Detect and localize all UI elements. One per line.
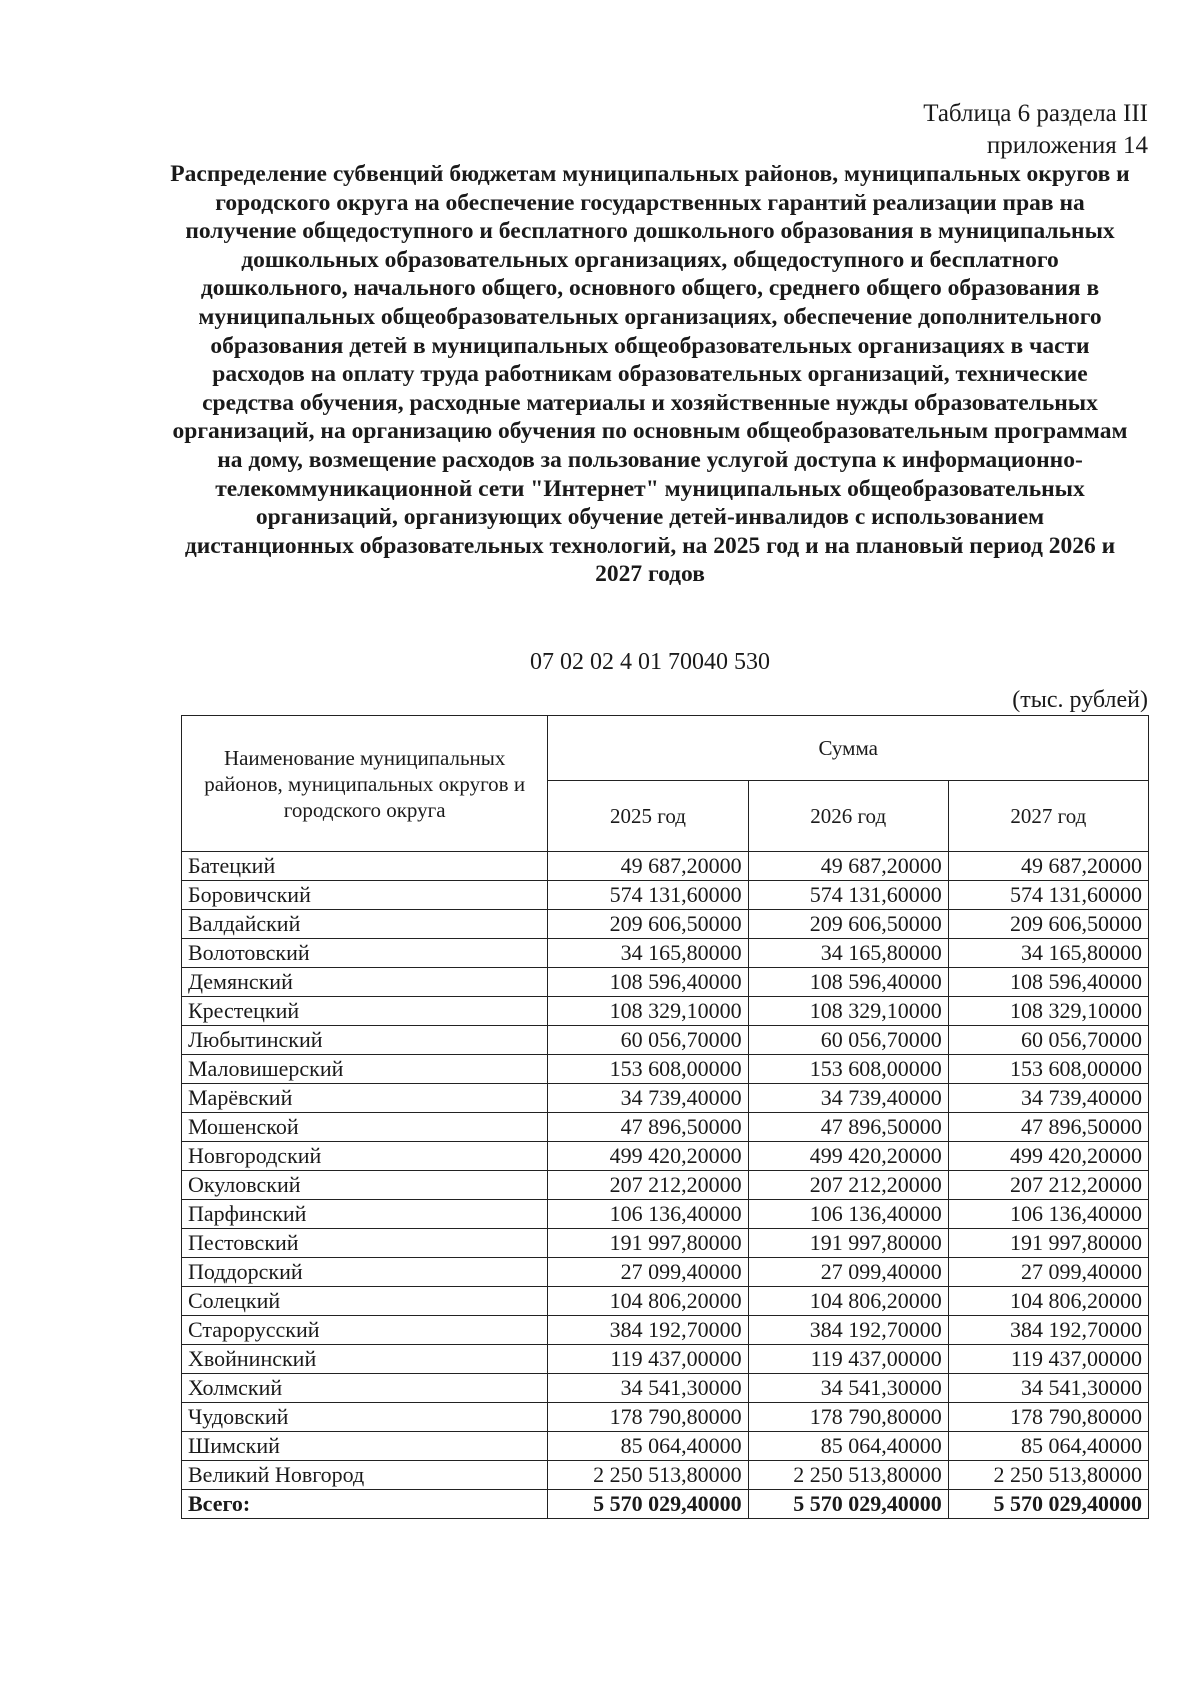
value-2025: 108 596,40000 xyxy=(548,968,748,997)
municipality-name: Мошенской xyxy=(182,1113,548,1142)
table-row xyxy=(182,997,1149,1026)
value-2027: 2 250 513,80000 xyxy=(948,1461,1148,1490)
value-2027: 209 606,50000 xyxy=(948,910,1148,939)
value-2025: 34 541,30000 xyxy=(548,1374,748,1403)
value-2027: 108 596,40000 xyxy=(948,968,1148,997)
municipality-name: Великий Новгород xyxy=(182,1461,548,1490)
budget-classification-code: 07 02 02 4 01 70040 530 xyxy=(530,649,770,675)
value-2026: 153 608,00000 xyxy=(748,1055,948,1084)
municipality-name: Холмский xyxy=(182,1374,548,1403)
value-2025: 60 056,70000 xyxy=(548,1026,748,1055)
value-2025: 191 997,80000 xyxy=(548,1229,748,1258)
table-row xyxy=(182,1374,1149,1403)
value-2026: 574 131,60000 xyxy=(748,881,948,910)
total-2027: 5 570 029,40000 xyxy=(948,1490,1148,1519)
value-2025: 27 099,40000 xyxy=(548,1258,748,1287)
value-2027: 106 136,40000 xyxy=(948,1200,1148,1229)
value-2026: 499 420,20000 xyxy=(748,1142,948,1171)
value-2025: 49 687,20000 xyxy=(548,852,748,881)
municipality-name: Хвойнинский xyxy=(182,1345,548,1374)
municipality-name: Пестовский xyxy=(182,1229,548,1258)
reference-appendix: приложения 14 xyxy=(986,132,1148,159)
value-2027: 384 192,70000 xyxy=(948,1316,1148,1345)
value-2027: 191 997,80000 xyxy=(948,1229,1148,1258)
municipality-name: Старорусский xyxy=(182,1316,548,1345)
table-row xyxy=(182,1316,1149,1345)
value-2025: 207 212,20000 xyxy=(548,1171,748,1200)
table-row xyxy=(182,968,1149,997)
municipality-name: Шимский xyxy=(182,1432,548,1461)
header-year-2025: 2025 год xyxy=(548,781,748,852)
value-2025: 153 608,00000 xyxy=(548,1055,748,1084)
value-2027: 47 896,50000 xyxy=(948,1113,1148,1142)
value-2026: 108 329,10000 xyxy=(748,997,948,1026)
value-2027: 178 790,80000 xyxy=(948,1403,1148,1432)
table-row xyxy=(182,1345,1149,1374)
header-year-2027: 2027 год xyxy=(948,781,1148,852)
value-2026: 49 687,20000 xyxy=(748,852,948,881)
municipality-name: Демянский xyxy=(182,968,548,997)
municipality-name: Парфинский xyxy=(182,1200,548,1229)
value-2027: 574 131,60000 xyxy=(948,881,1148,910)
value-2026: 207 212,20000 xyxy=(748,1171,948,1200)
total-2026: 5 570 029,40000 xyxy=(748,1490,948,1519)
value-2027: 85 064,40000 xyxy=(948,1432,1148,1461)
table-row xyxy=(182,1432,1149,1461)
table-row xyxy=(182,1055,1149,1084)
table-row xyxy=(182,1287,1149,1316)
value-2026: 119 437,00000 xyxy=(748,1345,948,1374)
table-row xyxy=(182,1403,1149,1432)
municipality-name: Любытинский xyxy=(182,1026,548,1055)
value-2025: 119 437,00000 xyxy=(548,1345,748,1374)
value-2027: 49 687,20000 xyxy=(948,852,1148,881)
value-2025: 384 192,70000 xyxy=(548,1316,748,1345)
table-row xyxy=(182,1142,1149,1171)
table-row xyxy=(182,1461,1149,1490)
unit-label: (тыс. рублей) xyxy=(1012,687,1148,713)
value-2026: 191 997,80000 xyxy=(748,1229,948,1258)
header-year-2026: 2026 год xyxy=(748,781,948,852)
value-2027: 104 806,20000 xyxy=(948,1287,1148,1316)
subvention-table xyxy=(181,715,1149,1519)
value-2027: 207 212,20000 xyxy=(948,1171,1148,1200)
table-row xyxy=(182,1258,1149,1287)
value-2025: 499 420,20000 xyxy=(548,1142,748,1171)
value-2026: 209 606,50000 xyxy=(748,910,948,939)
value-2026: 34 165,80000 xyxy=(748,939,948,968)
value-2026: 85 064,40000 xyxy=(748,1432,948,1461)
value-2026: 2 250 513,80000 xyxy=(748,1461,948,1490)
table-row xyxy=(182,939,1149,968)
value-2026: 34 541,30000 xyxy=(748,1374,948,1403)
value-2025: 574 131,60000 xyxy=(548,881,748,910)
municipality-name: Окуловский xyxy=(182,1171,548,1200)
value-2027: 34 739,40000 xyxy=(948,1084,1148,1113)
value-2025: 34 739,40000 xyxy=(548,1084,748,1113)
value-2025: 108 329,10000 xyxy=(548,997,748,1026)
value-2025: 178 790,80000 xyxy=(548,1403,748,1432)
table-row xyxy=(182,881,1149,910)
municipality-name: Батецкий xyxy=(182,852,548,881)
value-2025: 2 250 513,80000 xyxy=(548,1461,748,1490)
municipality-name: Чудовский xyxy=(182,1403,548,1432)
value-2026: 106 136,40000 xyxy=(748,1200,948,1229)
municipality-name: Солецкий xyxy=(182,1287,548,1316)
municipality-name: Маловишерский xyxy=(182,1055,548,1084)
value-2026: 27 099,40000 xyxy=(748,1258,948,1287)
municipality-name: Боровичский xyxy=(182,881,548,910)
table-row xyxy=(182,852,1149,881)
value-2025: 104 806,20000 xyxy=(548,1287,748,1316)
value-2027: 34 541,30000 xyxy=(948,1374,1148,1403)
value-2026: 178 790,80000 xyxy=(748,1403,948,1432)
value-2026: 60 056,70000 xyxy=(748,1026,948,1055)
document-title: Распределение субвенций бюджетам муниципальных районов, муниципальных округов и городского округа на обеспечение государственных гарантий реализации прав на получение общедоступного и бесплатного дошкольного образования в муниципальных дошкольных образовательных организациях, общедоступного и бесплатного дошкольного, начального общего, основного общего, среднего общего образования в муниципальных общеобразовательных организациях, обеспечение дополнительного образования детей в муниципальных общеобразовательных организациях в части расходов на оплату труда работникам образовательных организаций, технические средства обучения, расходные материалы и хозяйственные нужды образовательных организаций, на организацию обучения по основным общеобразовательным программам на дому, возмещение расходов за пользование услугой доступа к информационно-телекоммуникационной сети "Интернет" муниципальных общеобразовательных организаций, организующих обучение детей-инвалидов с использованием дистанционных образовательных технологий, на 2025 год и на плановый период 2026 и 2027 годов xyxy=(170,161,1130,588)
municipality-name: Новгородский xyxy=(182,1142,548,1171)
header-sum: Сумма xyxy=(548,716,1149,781)
municipality-name: Волотовский xyxy=(182,939,548,968)
total-row xyxy=(182,1490,1149,1519)
municipality-name: Поддорский xyxy=(182,1258,548,1287)
total-label: Всего: xyxy=(182,1490,548,1519)
municipality-name: Марёвский xyxy=(182,1084,548,1113)
value-2025: 106 136,40000 xyxy=(548,1200,748,1229)
value-2027: 27 099,40000 xyxy=(948,1258,1148,1287)
value-2027: 499 420,20000 xyxy=(948,1142,1148,1171)
reference-table-number: Таблица 6 раздела III xyxy=(923,100,1148,127)
value-2025: 34 165,80000 xyxy=(548,939,748,968)
value-2026: 108 596,40000 xyxy=(748,968,948,997)
table-row xyxy=(182,910,1149,939)
table-row xyxy=(182,1026,1149,1055)
value-2027: 108 329,10000 xyxy=(948,997,1148,1026)
total-2025: 5 570 029,40000 xyxy=(548,1490,748,1519)
table-reference xyxy=(923,98,1148,162)
value-2025: 47 896,50000 xyxy=(548,1113,748,1142)
value-2025: 85 064,40000 xyxy=(548,1432,748,1461)
value-2026: 47 896,50000 xyxy=(748,1113,948,1142)
municipality-name: Крестецкий xyxy=(182,997,548,1026)
value-2027: 34 165,80000 xyxy=(948,939,1148,968)
value-2026: 34 739,40000 xyxy=(748,1084,948,1113)
value-2026: 104 806,20000 xyxy=(748,1287,948,1316)
table-row xyxy=(182,1200,1149,1229)
header-municipality-name: Наименование муниципальных районов, муниципальных округов и городского округа xyxy=(182,716,548,852)
value-2025: 209 606,50000 xyxy=(548,910,748,939)
table-row xyxy=(182,1229,1149,1258)
value-2027: 119 437,00000 xyxy=(948,1345,1148,1374)
value-2027: 60 056,70000 xyxy=(948,1026,1148,1055)
value-2027: 153 608,00000 xyxy=(948,1055,1148,1084)
table-row xyxy=(182,1171,1149,1200)
table-row xyxy=(182,1084,1149,1113)
table-row xyxy=(182,1113,1149,1142)
value-2026: 384 192,70000 xyxy=(748,1316,948,1345)
municipality-name: Валдайский xyxy=(182,910,548,939)
